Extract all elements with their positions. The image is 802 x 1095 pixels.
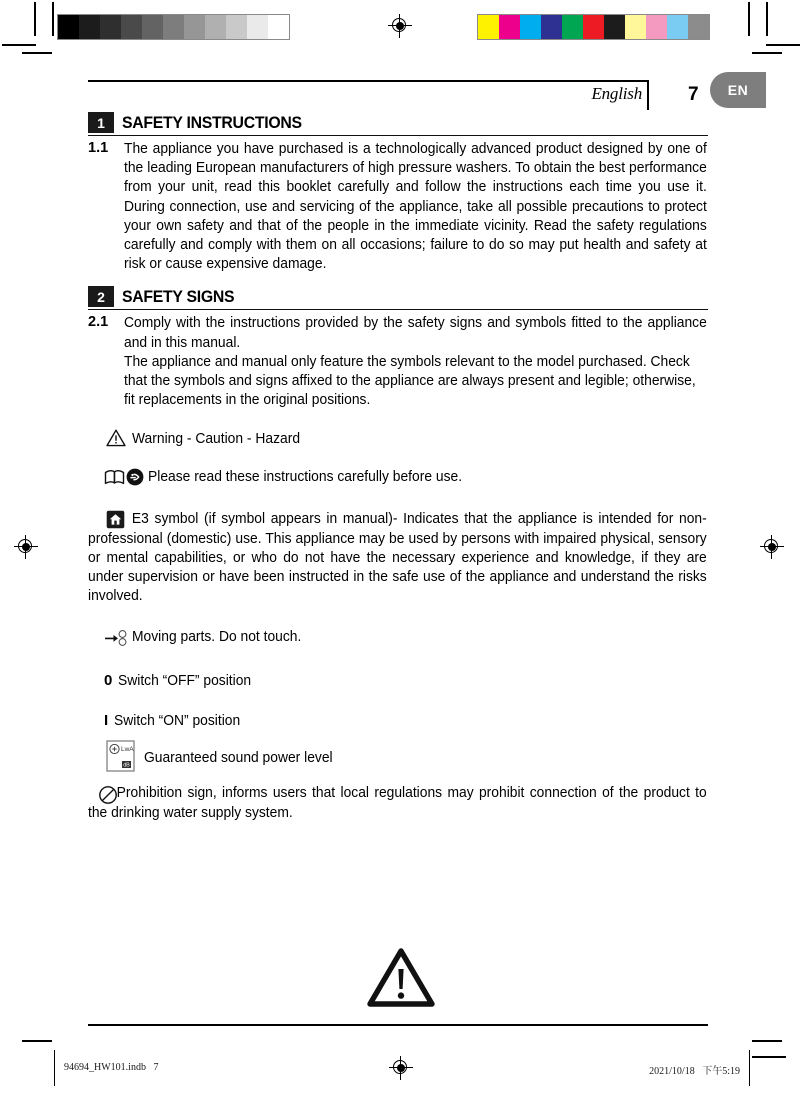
crop-mark-top-left-vertical: [34, 2, 36, 36]
section-heading-2: [88, 286, 708, 307]
gray-bar-swatch-7: [205, 15, 226, 39]
header-rule: [88, 80, 648, 82]
gray-bar-swatch-1: [79, 15, 100, 39]
gray-bar-swatch-5: [163, 15, 184, 39]
symbol-text-moving-parts: Moving parts. Do not touch.: [132, 629, 302, 646]
crop-mark-top-left-horizontal: [2, 44, 36, 46]
registration-target-icon-bottom: [389, 1056, 413, 1080]
footer-timestamp: 2021/10/18 下午5:19: [649, 1066, 740, 1077]
trim-tick-left-lower: [22, 1040, 52, 1042]
color-bar-swatch-6: [604, 15, 625, 39]
gray-bar-swatch-6: [184, 15, 205, 39]
gray-bar-swatch-9: [247, 15, 268, 39]
gray-bar-swatch-4: [142, 15, 163, 39]
bottom-rule: [88, 1024, 708, 1026]
symbol-text-warning: Warning - Caution - Hazard: [132, 431, 301, 448]
symbol-list: [88, 430, 708, 822]
symbol-row-switch-on: [88, 712, 708, 734]
paragraph-number-1-1: 1.1: [88, 140, 109, 156]
paragraph-text-2-1-continuation: The appliance and manual only feature the symbols relevant to the model purchased. Check that the symbols and signs affixed to the appliance are always present and legible; otherwise, fit replacements in the original positions.: [124, 353, 696, 409]
symbol-text-e3: E3 symbol (if symbol appears in manual)- Indicates that the appliance is intended for non-professional (domestic) use. This appliance may be used by persons with impaired physical, sensory or mental capabilities, or who do not have the necessary experience and knowledge, if they are under supervision or have been instructed in the safe use of the appliance and understand the risks involved.: [88, 511, 707, 605]
paragraph-text-1-1: The appliance you have purchased is a technologically advanced product designed by one of the leading European manufacturers of high pressure washers. To obtain the best performance from your unit, read this booklet carefully and follow the instructions each time you use it. During connection, use and servicing of the appliance, take all possible precautions to protect your own safety and that of the people in the immediate vicinity. Read the safety regulations carefully and comply with them on all occasions; failure to do so may put health and safety at risk or cause expensive damage.: [124, 141, 707, 273]
sound-power-lwa-label: LwA: [121, 746, 134, 754]
warning-triangle-icon: [106, 429, 126, 452]
section-rule-1: [88, 135, 708, 137]
symbol-row-prohibition: [88, 784, 708, 822]
color-calibration-bar: [477, 14, 710, 40]
bottom-warning-graphic: [0, 948, 802, 1013]
paragraph-2-1: [88, 314, 708, 410]
sound-power-db-label: dB: [123, 763, 130, 770]
section-rule-2: [88, 309, 708, 311]
page-header: [88, 72, 749, 110]
registration-target-icon-left: [14, 535, 38, 559]
gray-bar-swatch-2: [100, 15, 121, 39]
color-bar-swatch-7: [625, 15, 646, 39]
footer-trim-line-left: [54, 1050, 55, 1086]
color-bar-swatch-9: [667, 15, 688, 39]
section-title-2: SAFETY SIGNS: [122, 287, 235, 307]
symbol-row-read-manual: [88, 468, 708, 490]
read-manual-icon: [104, 467, 146, 492]
header-rule-vertical: [647, 80, 649, 110]
gray-bar-swatch-0: [58, 15, 79, 39]
language-label: English: [591, 84, 642, 103]
paragraph-1-1: [88, 140, 708, 274]
color-bar-swatch-1: [499, 15, 520, 39]
color-bar-swatch-10: [688, 15, 709, 39]
trim-tick-left-upper: [22, 52, 52, 54]
color-bar-swatch-2: [520, 15, 541, 39]
sound-power-icon: [106, 740, 136, 777]
footer-file-name: 94694_HW101.indb 7: [64, 1062, 159, 1073]
symbol-text-prohibition: Prohibition sign, informs users that local regulations may prohibit connection of the product to the drinking water supply system.: [88, 785, 707, 821]
paragraph-number-2-1: 2.1: [88, 314, 109, 331]
print-calibration-strip: [0, 0, 802, 56]
large-warning-triangle-icon: [367, 948, 435, 1013]
page-content: [88, 112, 708, 823]
color-bar-swatch-3: [541, 15, 562, 39]
trim-tick-right-lower: [752, 1040, 782, 1042]
gray-bar-swatch-10: [268, 15, 289, 39]
registration-target-icon-top: [388, 14, 412, 38]
section-heading-1: [88, 112, 708, 133]
grayscale-calibration-bar: [57, 14, 290, 40]
section-number-box-2: 2: [88, 286, 114, 307]
symbol-text-read-manual: Please read these instructions carefully before use.: [148, 469, 463, 486]
language-tab: EN: [710, 72, 766, 108]
crop-mark-top-right-vertical-inner: [748, 2, 750, 36]
symbol-row-sound-power: [88, 744, 708, 774]
moving-parts-icon: [104, 629, 130, 652]
footer-trim-line-right: [749, 1050, 750, 1086]
page-footer: [0, 1048, 802, 1088]
symbol-row-e3: [88, 510, 708, 606]
page-number: 7: [688, 84, 699, 105]
registration-target-icon-right: [760, 535, 784, 559]
symbol-row-switch-off: [88, 672, 708, 694]
paragraph-text-2-1: Comply with the instructions provided by the safety signs and symbols fitted to the appliance and in this manual.: [124, 315, 707, 351]
crop-mark-top-right-vertical: [766, 2, 768, 36]
symbol-text-switch-off: Switch “OFF” position: [118, 673, 252, 690]
section-title-1: SAFETY INSTRUCTIONS: [122, 113, 302, 132]
switch-on-glyph: I: [104, 712, 109, 730]
color-bar-swatch-5: [583, 15, 604, 39]
color-bar-swatch-0: [478, 15, 499, 39]
symbol-row-warning: [88, 430, 708, 452]
section-number-box-1: 1: [88, 112, 114, 133]
gray-bar-swatch-8: [226, 15, 247, 39]
color-bar-swatch-4: [562, 15, 583, 39]
crop-mark-bottom-right-horizontal: [752, 1056, 786, 1058]
switch-off-glyph: 0: [104, 672, 113, 690]
color-bar-swatch-8: [646, 15, 667, 39]
trim-tick-right-upper: [752, 52, 782, 54]
crop-mark-top-right-horizontal: [766, 44, 800, 46]
crop-mark-top-left-vertical-inner: [52, 2, 54, 36]
gray-bar-swatch-3: [121, 15, 142, 39]
symbol-row-moving-parts: [88, 628, 708, 650]
symbol-text-sound-power: Guaranteed sound power level: [144, 750, 333, 767]
symbol-text-switch-on: Switch “ON” position: [114, 713, 241, 730]
